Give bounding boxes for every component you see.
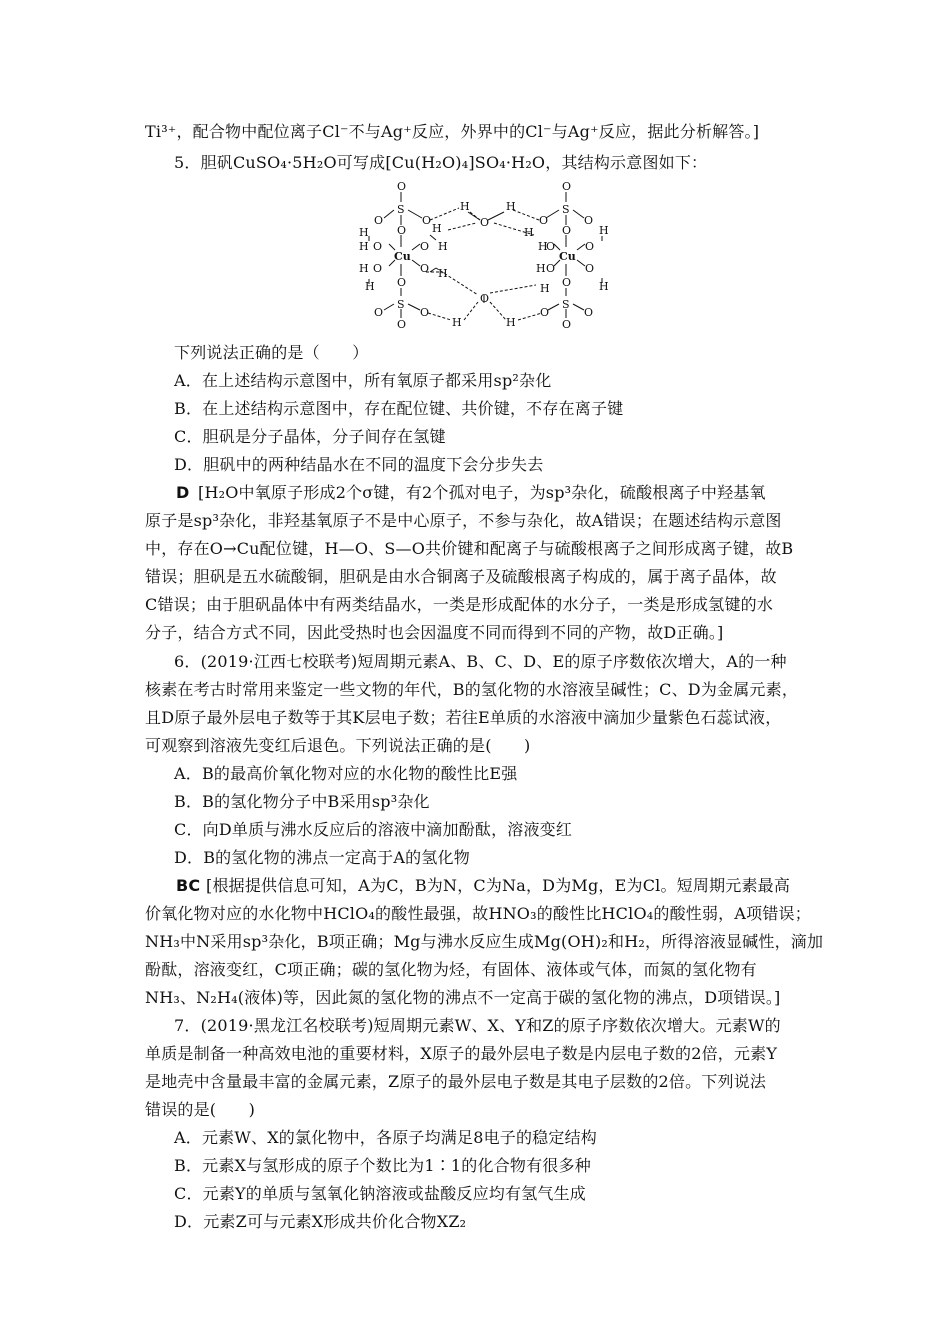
svg-text:O: O [480,216,490,229]
svg-text:O: O [585,262,595,275]
svg-text:H: H [438,240,448,253]
q7-stem-line: 7．(2019·黑龙江名校联考)短周期元素W、X、Y和Z的原子序数依次增大。元素W的 [174,1016,781,1035]
q7-option-b: B．元素X与氢形成的原子个数比为1∶1的化合物有很多种 [174,1156,591,1175]
svg-text:O: O [374,214,384,227]
q5-option-a: A．在上述结构示意图中，所有氧原子都采用sp²杂化 [174,371,552,390]
svg-text:O: O [546,240,556,253]
svg-text:O: O [562,318,572,331]
q6-option-a: A．B的最高价氧化物对应的水化物的酸性比E强 [174,764,518,783]
q6-explanation-line: NH₃、N₂H₄(液体)等，因此氮的氢化物的沸点不一定高于碳的氢化物的沸点，D项错误。] [145,988,781,1007]
q5-explanation-line: 原子是sp³杂化，非羟基氧原子不是中心原子，不参与杂化，故A错误；在题述结构示意图 [145,511,782,530]
svg-text:O: O [420,306,430,319]
q7-option-d: D．元素Z可与元素X形成共价化合物XZ₂ [174,1212,467,1231]
svg-text:O: O [546,262,556,275]
svg-text:H: H [460,200,470,213]
svg-text:H: H [359,226,369,239]
q6-stem-line: 6．(2019·江西七校联考)短周期元素A、B、C、D、E的原子序数依次增大，A的一种 [174,652,787,671]
q5-stem: 5．胆矾CuSO₄·5H₂O可写成[Cu(H₂O)₄]SO₄·H₂O，其结构示意图如下： [174,153,708,172]
q5-answer: D [176,483,190,502]
q5-prompt: 下列说法正确的是（ ） [174,343,369,362]
svg-text:S: S [562,298,570,311]
svg-text:O: O [420,262,430,275]
svg-text:O: O [562,224,572,237]
svg-text:O: O [539,214,549,227]
svg-text:S: S [397,203,405,216]
q6-explanation-line: 价氧化物对应的水化物中HClO₄的酸性最强，故HNO₃的酸性比HClO₄的酸性弱，A项错误； [145,904,811,923]
q5-option-d: D．胆矾中的两种结晶水在不同的温度下会分步失去 [174,455,544,474]
svg-text:H: H [365,280,375,293]
svg-text:O: O [397,224,407,237]
q7-stem-line: 单质是制备一种高效电池的重要材料，X原子的最外层电子数是内层电子数的2倍，元素Y [145,1044,778,1063]
svg-text:H: H [538,240,548,253]
q7-option-a: A．元素W、X的氯化物中，各原子均满足8电子的稳定结构 [174,1128,597,1147]
svg-text:O: O [422,214,432,227]
svg-text:O: O [584,306,594,319]
svg-text:H: H [540,282,550,295]
copper-sulfate-structure-diagram [356,180,609,331]
atom-labels [359,180,609,331]
svg-text:H: H [359,240,369,253]
svg-text:H: H [452,316,462,329]
svg-text:O: O [373,240,383,253]
intro-line: Ti³⁺，配合物中配位离子Cl⁻不与Ag⁺反应，外界中的Cl⁻与Ag⁺反应，据此分析解答。] [145,122,760,141]
svg-text:H: H [536,262,546,275]
svg-text:H: H [359,262,369,275]
q5-option-b: B．在上述结构示意图中，存在配位键、共价键，不存在离子键 [174,399,624,418]
q7-stem-line: 错误的是( ) [145,1100,256,1119]
svg-text:Cu: Cu [394,250,411,263]
q5-explanation-line: C错误；由于胆矾晶体中有两类结晶水，一类是形成配体的水分子，一类是形成氢键的水 [145,595,774,614]
svg-text:O: O [540,306,550,319]
q5-explanation-line: 分子，结合方式不同，因此受热时也会因温度不同而得到不同的产物，故D正确。] [145,623,724,642]
svg-text:H: H [524,226,534,239]
svg-text:S: S [562,203,570,216]
svg-text:H: H [599,280,609,293]
svg-text:O: O [374,306,384,319]
svg-text:H: H [432,222,442,235]
q5-option-c: C．胆矾是分子晶体，分子间存在氢键 [174,427,446,446]
svg-text:S: S [397,298,405,311]
svg-text:O: O [584,214,594,227]
q6-explanation-line: [根据提供信息可知，A为C，B为N，C为Na，D为Mg，E为Cl。短周期元素最高 [206,876,791,895]
q6-option-c: C．向D单质与沸水反应后的溶液中滴加酚酞，溶液变红 [174,820,573,839]
q5-explanation-line: [H₂O中氧原子形成2个σ键，有2个孤对电子，为sp³杂化，硫酸根离子中羟基氧 [198,483,766,502]
svg-text:Cu: Cu [559,250,576,263]
q6-option-b: B．B的氢化物分子中B采用sp³杂化 [174,792,430,811]
q6-stem-line: 可观察到溶液先变红后退色。下列说法正确的是( ) [145,736,531,755]
q6-stem-line: 核素在考古时常用来鉴定一些文物的年代，B的氢化物的水溶液呈碱性；C、D为金属元素， [145,680,799,699]
q6-answer: BC [176,876,201,895]
q6-explanation-line: 酚酞，溶液变红，C项正确；碳的氢化物为烃，有固体、液体或气体，而氮的氢化物有 [145,960,757,979]
svg-text:O: O [397,180,407,193]
svg-text:H: H [506,200,516,213]
q7-option-c: C．元素Y的单质与氢氧化钠溶液或盐酸反应均有氢气生成 [174,1184,587,1203]
svg-text:H: H [506,316,516,329]
q5-explanation-line: 中，存在O→Cu配位键，H—O、S—O共价键和配离子与硫酸根离子之间形成离子键，故B [145,539,794,558]
q5-explanation-line: 错误；胆矾是五水硫酸铜，胆矾是由水合铜离子及硫酸根离子构成的，属于离子晶体，故 [145,567,777,586]
svg-text:O: O [562,180,572,193]
svg-text:O: O [397,318,407,331]
svg-text:O: O [585,240,595,253]
svg-text:O: O [397,276,407,289]
svg-text:H: H [438,267,448,280]
svg-text:H: H [599,224,609,237]
q7-stem-line: 是地壳中含量最丰富的金属元素，Z原子的最外层电子数是其电子层数的2倍。下列说法 [145,1072,767,1091]
q6-explanation-line: NH₃中N采用sp³杂化，B项正确；Mg与沸水反应生成Mg(OH)₂和H₂，所得溶液显碱性，滴加 [145,932,824,951]
svg-text:O: O [373,262,383,275]
q6-stem-line: 且D原子最外层电子数等于其K层电子数；若往E单质的水溶液中滴加少量紫色石蕊试液， [145,708,782,727]
svg-text:O: O [480,292,490,305]
svg-text:O: O [420,240,430,253]
q6-option-d: D．B的氢化物的沸点一定高于A的氢化物 [174,848,470,867]
svg-text:O: O [562,276,572,289]
